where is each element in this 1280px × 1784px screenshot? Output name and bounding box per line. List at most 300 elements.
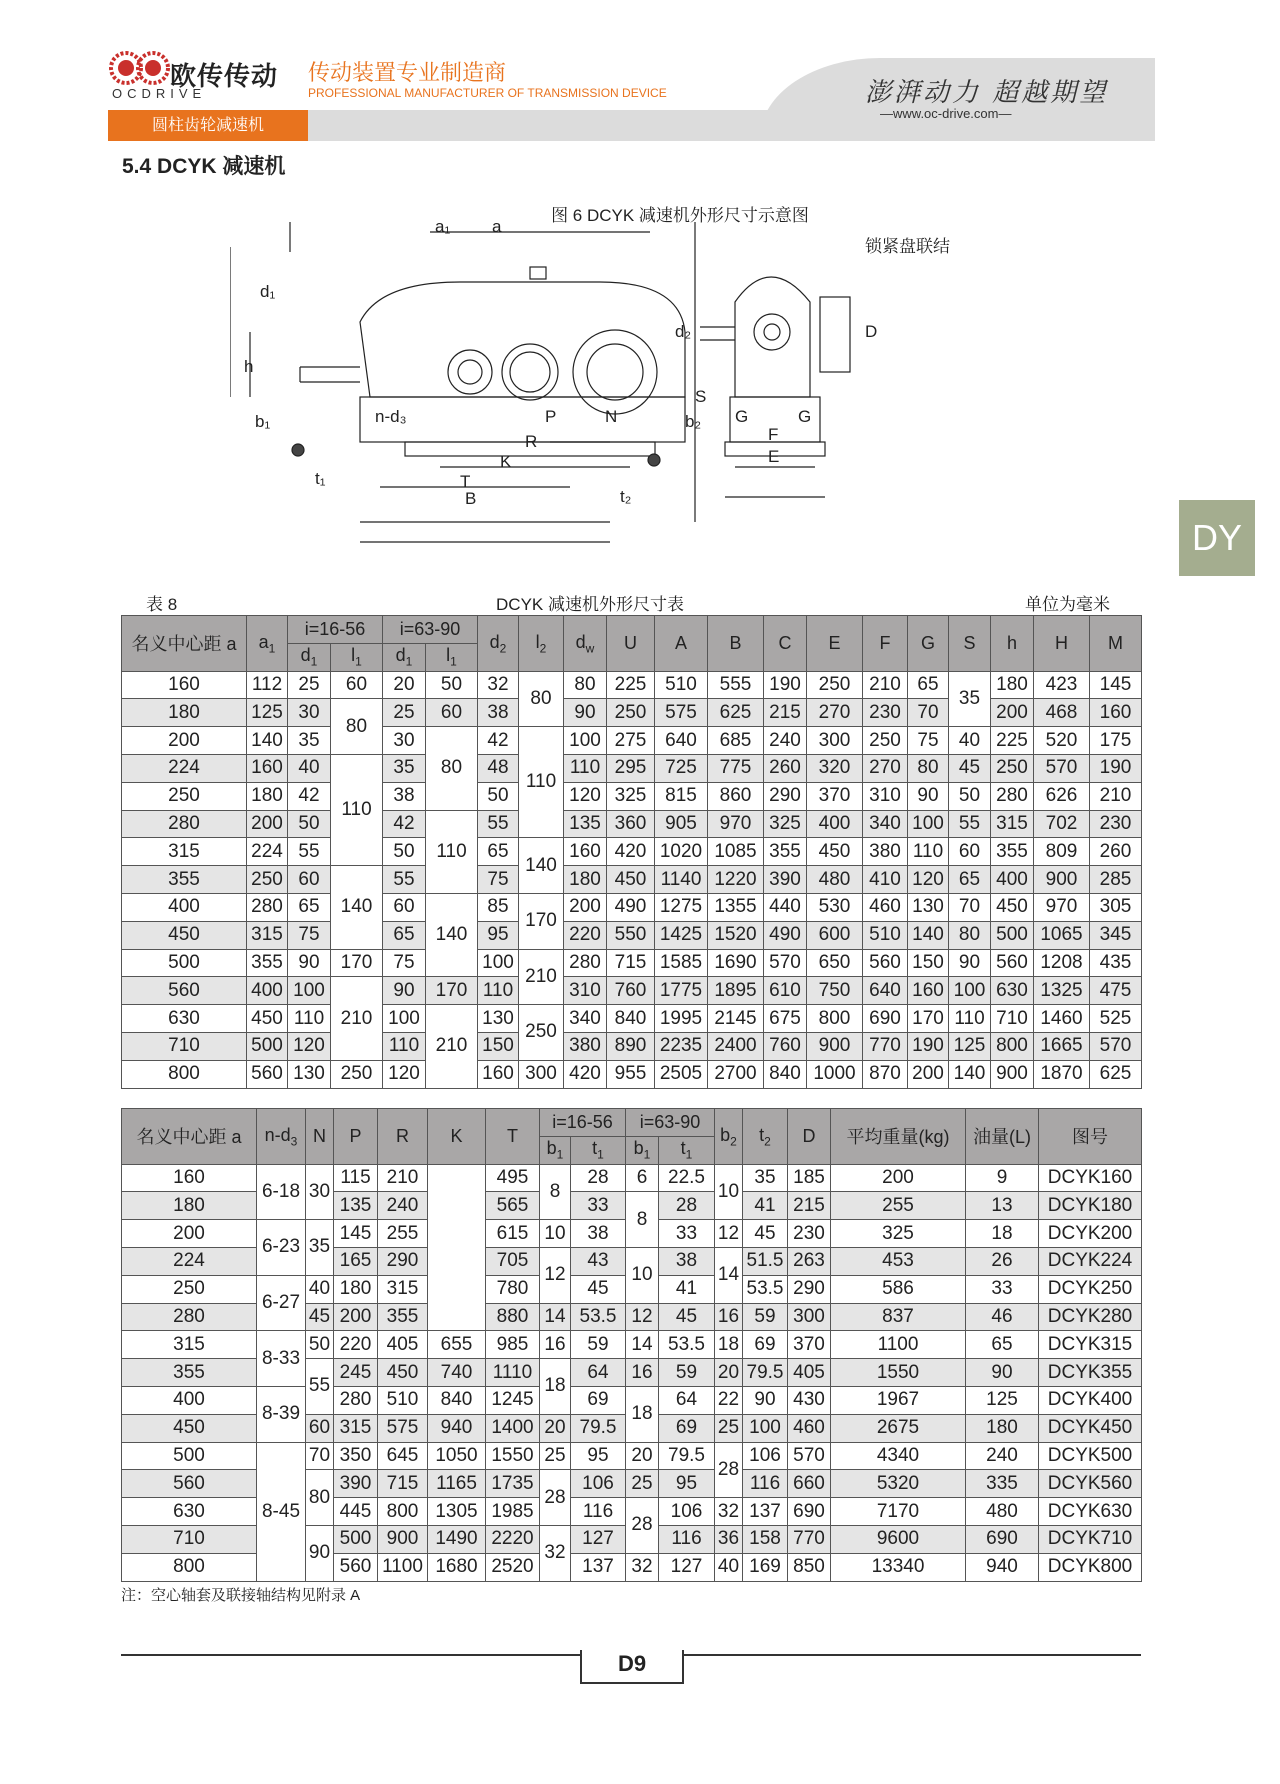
table-cell: 120 [383, 1060, 426, 1088]
table-cell: 650 [807, 949, 863, 977]
table-cell: 45 [571, 1275, 626, 1303]
table-cell: 560 [991, 949, 1034, 977]
table-cell: 725 [655, 754, 708, 782]
table-cell: 6-18 [257, 1164, 306, 1220]
header-weight: 平均重量(kg) [831, 1109, 966, 1165]
header-d1: $d_1$ [288, 643, 331, 671]
table-cell: 530 [807, 893, 863, 921]
table-row [122, 838, 1142, 866]
table-cell: 32 [626, 1553, 659, 1581]
table-cell: 79.5 [571, 1414, 626, 1442]
table-cell: 800 [122, 1060, 247, 1088]
table-cell: 1665 [1034, 1032, 1090, 1060]
header-a: 名义中心距 a [122, 616, 247, 672]
logo-english-name: OCDRIVE [112, 86, 207, 101]
table-cell: 110 [908, 838, 949, 866]
label-G-right: G [798, 407, 812, 426]
table-cell: 837 [831, 1303, 966, 1331]
header-l1: $l_1$ [331, 643, 383, 671]
table-cell: 420 [564, 1060, 607, 1088]
table-cell: 1985 [486, 1498, 540, 1526]
table-cell: 60 [331, 671, 383, 699]
table-cell: 210 [331, 977, 383, 1060]
table-cell: 100 [383, 1005, 426, 1033]
table-cell: 570 [788, 1442, 831, 1470]
table-cell: 64 [659, 1386, 715, 1414]
table-cell: 560 [247, 1060, 288, 1088]
table-cell: 355 [378, 1303, 428, 1331]
table-cell: 970 [708, 810, 764, 838]
table-cell: 240 [966, 1442, 1039, 1470]
table-cell: 340 [863, 810, 908, 838]
table-cell: 900 [807, 1032, 863, 1060]
table-cell: 9600 [831, 1525, 966, 1553]
table-cell: DCYK355 [1039, 1359, 1142, 1387]
table-cell: 870 [863, 1060, 908, 1088]
table-cell: 65 [908, 671, 949, 699]
table-cell: 38 [571, 1220, 626, 1248]
table-cell: 33 [659, 1220, 715, 1248]
table-cell: 33 [966, 1275, 1039, 1303]
table-cell: 565 [486, 1192, 540, 1220]
table-cell: 715 [378, 1470, 428, 1498]
label-K: K [500, 452, 512, 471]
side-view [648, 222, 850, 522]
table-cell: 2145 [708, 1005, 764, 1033]
table-cell: 50 [383, 838, 426, 866]
table-cell: 110 [478, 977, 519, 1005]
table-cell: 815 [655, 782, 708, 810]
table-cell: 626 [1034, 782, 1090, 810]
table-cell: 315 [247, 921, 288, 949]
header-T: T [486, 1109, 540, 1165]
header-D: D [788, 1109, 831, 1165]
table-cell: 250 [519, 1005, 564, 1061]
table-cell: 200 [334, 1303, 378, 1331]
table-cell: 38 [659, 1247, 715, 1275]
table-cell: 127 [659, 1553, 715, 1581]
table-cell: 355 [247, 949, 288, 977]
table-cell: 570 [1034, 754, 1090, 782]
table-cell: 405 [788, 1359, 831, 1387]
table-cell: 315 [122, 838, 247, 866]
table-cell: 28 [659, 1192, 715, 1220]
table-cell: 255 [378, 1220, 428, 1248]
table-cell: 48 [478, 754, 519, 782]
table-cell: 115 [334, 1164, 378, 1192]
table-cell: DCYK315 [1039, 1331, 1142, 1359]
table-cell: DCYK450 [1039, 1414, 1142, 1442]
table-cell: 106 [659, 1498, 715, 1526]
table-cell: 440 [764, 893, 807, 921]
table-cell: 1995 [655, 1005, 708, 1033]
table-cell: 190 [1090, 754, 1142, 782]
table-cell: 125 [966, 1386, 1039, 1414]
table-cell: 135 [334, 1192, 378, 1220]
table-cell: 1110 [486, 1359, 540, 1387]
table-cell: 625 [708, 699, 764, 727]
table-cell: 800 [122, 1553, 257, 1581]
table-cell: 18 [540, 1359, 571, 1415]
table-cell: 250 [807, 671, 863, 699]
table-cell: 30 [383, 727, 426, 755]
table-cell: 315 [378, 1275, 428, 1303]
table-cell: 210 [519, 949, 564, 1005]
table-cell: 480 [807, 866, 863, 894]
table-cell: 41 [659, 1275, 715, 1303]
table-cell: 35 [288, 727, 331, 755]
table-cell: 800 [378, 1498, 428, 1526]
table-cell: 2520 [486, 1553, 540, 1581]
table-cell: 100 [478, 949, 519, 977]
table-cell: 50 [288, 810, 331, 838]
table-cell: 145 [334, 1220, 378, 1248]
table-cell: 42 [478, 727, 519, 755]
table-cell: 640 [863, 977, 908, 1005]
label-B: B [465, 489, 477, 508]
table-cell: 280 [122, 1303, 257, 1331]
header-b1: $b_1$ [626, 1136, 659, 1164]
table-cell: 45 [743, 1220, 788, 1248]
table-cell: DCYK160 [1039, 1164, 1142, 1192]
table-cell: 64 [571, 1359, 626, 1387]
table-cell: 51.5 [743, 1247, 788, 1275]
table-cell: 655 [428, 1331, 486, 1359]
table-cell: 20 [715, 1359, 743, 1387]
table-cell: 224 [122, 1247, 257, 1275]
table-cell: 65 [288, 893, 331, 921]
table-cell: 135 [564, 810, 607, 838]
table-cell: 690 [966, 1525, 1039, 1553]
table-cell: 423 [1034, 671, 1090, 699]
table-cell: 430 [788, 1386, 831, 1414]
table-cell: 900 [378, 1525, 428, 1553]
header-U: U [607, 616, 655, 672]
table-cell: 710 [991, 1005, 1034, 1033]
table-cell: 1520 [708, 921, 764, 949]
table-cell: 160 [564, 838, 607, 866]
table-cell: 225 [991, 727, 1034, 755]
table-cell: 560 [863, 949, 908, 977]
table-cell: 405 [378, 1331, 428, 1359]
table-cell: 45 [949, 754, 991, 782]
table-cell: 690 [788, 1498, 831, 1526]
table-cell: 160 [908, 977, 949, 1005]
table-cell: 90 [306, 1525, 334, 1581]
table-cell: 50 [478, 782, 519, 810]
table-cell: 1690 [708, 949, 764, 977]
table-cell: 106 [743, 1442, 788, 1470]
front-view [230, 222, 685, 542]
table-cell: 245 [334, 1359, 378, 1387]
table-cell: 290 [378, 1247, 428, 1275]
table-cell: 32 [715, 1498, 743, 1526]
table-row [122, 1442, 1142, 1470]
table-row [122, 1331, 1142, 1359]
table-cell: 615 [486, 1220, 540, 1248]
table-cell: 40 [715, 1553, 743, 1581]
label-D: D [865, 322, 878, 341]
table-cell: 36 [715, 1525, 743, 1553]
label-nd3: n-d₃ [375, 407, 407, 426]
table-cell: 280 [247, 893, 288, 921]
table-cell: 770 [788, 1525, 831, 1553]
table-cell: 150 [478, 1032, 519, 1060]
label-a1: a₁ [435, 222, 451, 236]
header-h: h [991, 616, 1034, 672]
table-cell: 2675 [831, 1414, 966, 1442]
table-cell: 26 [966, 1247, 1039, 1275]
table-row [122, 977, 1142, 1005]
table-cell: 586 [831, 1275, 966, 1303]
table-cell: 220 [334, 1331, 378, 1359]
table-cell: 40 [949, 727, 991, 755]
table-cell: 453 [831, 1247, 966, 1275]
table-cell: 1000 [807, 1060, 863, 1088]
table-row [122, 893, 1142, 921]
table-cell: 90 [966, 1359, 1039, 1387]
table-cell: 200 [908, 1060, 949, 1088]
header-d1: $d_1$ [383, 643, 426, 671]
table-cell: 355 [122, 1359, 257, 1387]
table-cell: 120 [564, 782, 607, 810]
table-cell: 310 [564, 977, 607, 1005]
table-cell: 127 [571, 1525, 626, 1553]
table-cell: 800 [991, 1032, 1034, 1060]
label-R: R [525, 432, 538, 451]
table-cell: 560 [122, 977, 247, 1005]
table-cell: 170 [426, 977, 478, 1005]
table-cell: 13340 [831, 1553, 966, 1581]
table-cell: 570 [764, 949, 807, 977]
table-cell: 255 [831, 1192, 966, 1220]
table-cell: 160 [478, 1060, 519, 1088]
table-cell: 500 [334, 1525, 378, 1553]
table-cell: 1100 [378, 1553, 428, 1581]
table-cell: 1550 [831, 1359, 966, 1387]
table-cell: 325 [764, 810, 807, 838]
table-number: 表 8 [146, 595, 178, 614]
table-cell: 690 [863, 1005, 908, 1033]
table-cell: 630 [122, 1005, 247, 1033]
table-cell: 125 [247, 699, 288, 727]
table-cell: 43 [571, 1247, 626, 1275]
table-cell: 80 [908, 754, 949, 782]
table-cell: 140 [949, 1060, 991, 1088]
table-cell: 110 [331, 754, 383, 865]
table-cell: 75 [908, 727, 949, 755]
table-cell: 30 [306, 1164, 334, 1220]
table-cell: 263 [788, 1247, 831, 1275]
table-cell: 120 [288, 1032, 331, 1060]
table-cell: 200 [831, 1164, 966, 1192]
table-cell: 22 [715, 1386, 743, 1414]
table-cell: 69 [571, 1386, 626, 1414]
table-cell: 220 [564, 921, 607, 949]
table-cell: 59 [743, 1303, 788, 1331]
table-cell: 80 [949, 921, 991, 949]
table-cell: 390 [764, 866, 807, 894]
table-cell: 900 [991, 1060, 1034, 1088]
label-E: E [768, 447, 780, 466]
header-a1: $a_1$ [247, 616, 288, 672]
label-T: T [460, 472, 471, 491]
table-cell: 260 [764, 754, 807, 782]
table-cell: 315 [991, 810, 1034, 838]
table-cell: 60 [383, 893, 426, 921]
table-cell: 38 [383, 782, 426, 810]
table-cell: 630 [991, 977, 1034, 1005]
table-cell: 800 [807, 1005, 863, 1033]
header-C: C [764, 616, 807, 672]
table-cell: 215 [788, 1192, 831, 1220]
table-cell: 35 [743, 1164, 788, 1192]
table-cell: 210 [1090, 782, 1142, 810]
table-note: 注：空心轴套及联接轴结构见附录 A [121, 1587, 361, 1604]
table-cell: 53.5 [659, 1331, 715, 1359]
table-cell: 560 [334, 1553, 378, 1581]
table-cell: 240 [764, 727, 807, 755]
table-row [122, 782, 1142, 810]
table-cell: 18 [715, 1331, 743, 1359]
label-G-left: G [735, 407, 749, 426]
table-cell: 55 [949, 810, 991, 838]
table-cell: 79.5 [659, 1442, 715, 1470]
table-cell: 180 [334, 1275, 378, 1303]
table-cell: 41 [743, 1192, 788, 1220]
table-cell: 270 [807, 699, 863, 727]
label-F: F [768, 425, 779, 444]
table-cell: 185 [788, 1164, 831, 1192]
table-cell: 55 [306, 1359, 334, 1415]
table-cell: 130 [288, 1060, 331, 1088]
table-cell: 45 [306, 1303, 334, 1331]
table-cell: 106 [571, 1470, 626, 1498]
header-gray-bar [308, 110, 1155, 141]
header-H: H [1034, 616, 1090, 672]
table-cell: 22.5 [659, 1164, 715, 1192]
table-cell: 20 [383, 671, 426, 699]
table-cell: 575 [655, 699, 708, 727]
table-cell: 610 [764, 977, 807, 1005]
table-cell: 325 [831, 1220, 966, 1248]
table-cell: 1550 [486, 1442, 540, 1470]
table-cell: 16 [715, 1303, 743, 1331]
header-K: K [428, 1109, 486, 1165]
table-cell: 410 [863, 866, 908, 894]
table-cell: 140 [519, 838, 564, 894]
table-cell: 345 [1090, 921, 1142, 949]
table-cell: 65 [478, 838, 519, 866]
table-cell: 130 [478, 1005, 519, 1033]
table-cell: 110 [564, 754, 607, 782]
table-cell: 250 [122, 1275, 257, 1303]
table-cell: 169 [743, 1553, 788, 1581]
table-cell: 300 [807, 727, 863, 755]
figure-caption: 图 6 DCYK 减速机外形尺寸示意图 [551, 206, 809, 225]
table-cell: 280 [564, 949, 607, 977]
table-cell: 250 [863, 727, 908, 755]
table-cell: 775 [708, 754, 764, 782]
table-cell: 25 [383, 699, 426, 727]
table-row [122, 671, 1142, 699]
table-cell: 250 [122, 782, 247, 810]
table-cell: 100 [908, 810, 949, 838]
table-cell: 33 [571, 1192, 626, 1220]
table-cell: 780 [486, 1275, 540, 1303]
table-cell: 46 [966, 1303, 1039, 1331]
table-cell: 42 [288, 782, 331, 810]
table-cell: 510 [863, 921, 908, 949]
table-cell: 685 [708, 727, 764, 755]
header-t1: $t_1$ [571, 1136, 626, 1164]
table-row [122, 727, 1142, 755]
table-cell: 180 [247, 782, 288, 810]
table-cell: 130 [908, 893, 949, 921]
table-cell: 158 [743, 1525, 788, 1553]
header-P: P [334, 1109, 378, 1165]
header-S: S [949, 616, 991, 672]
header-b1: $b_1$ [540, 1136, 571, 1164]
table-cell: 32 [540, 1525, 571, 1581]
table-cell: 55 [288, 838, 331, 866]
table-row [122, 1164, 1142, 1192]
label-h: h [244, 357, 254, 376]
table-cell: 45 [659, 1303, 715, 1331]
table-cell: 120 [908, 866, 949, 894]
table-cell: 740 [428, 1359, 486, 1387]
table-cell: 710 [122, 1525, 257, 1553]
header-ratio-16-56: i=16-56 [288, 616, 383, 644]
table-cell: 65 [949, 866, 991, 894]
table-cell: 400 [247, 977, 288, 1005]
table-cell: 210 [863, 671, 908, 699]
table-cell: 1680 [428, 1553, 486, 1581]
table-cell: 150 [908, 949, 949, 977]
table-cell: 10 [540, 1220, 571, 1248]
table-cell: 355 [991, 838, 1034, 866]
table-cell: 809 [1034, 838, 1090, 866]
table-cell: 200 [247, 810, 288, 838]
table-cell: 1355 [708, 893, 764, 921]
table-cell: 8 [626, 1192, 659, 1248]
table-cell: 90 [949, 949, 991, 977]
table-cell: 40 [306, 1275, 334, 1303]
table-row [122, 1386, 1142, 1414]
table-cell: 116 [743, 1470, 788, 1498]
table-cell: 69 [659, 1414, 715, 1442]
table-cell: 90 [908, 782, 949, 810]
table-cell: 435 [1090, 949, 1142, 977]
table-cell: 450 [378, 1359, 428, 1387]
table-cell: 290 [788, 1275, 831, 1303]
table-cell: 170 [908, 1005, 949, 1033]
label-lock-disc: 锁紧盘联结 [865, 237, 950, 256]
table-cell: 42 [383, 810, 426, 838]
dimension-table-2 [121, 1108, 1142, 1582]
table-cell: 290 [764, 782, 807, 810]
table-cell: 1245 [486, 1386, 540, 1414]
table-cell: 355 [764, 838, 807, 866]
table-cell: 100 [949, 977, 991, 1005]
table-cell: 190 [764, 671, 807, 699]
label-a: a [492, 222, 502, 236]
table-cell: 95 [478, 921, 519, 949]
slogan-english: PROFESSIONAL MANUFACTURER OF TRANSMISSION DEVICE [308, 86, 667, 100]
table-cell: 200 [564, 893, 607, 921]
table-cell: 2235 [655, 1032, 708, 1060]
table-cell: 325 [607, 782, 655, 810]
